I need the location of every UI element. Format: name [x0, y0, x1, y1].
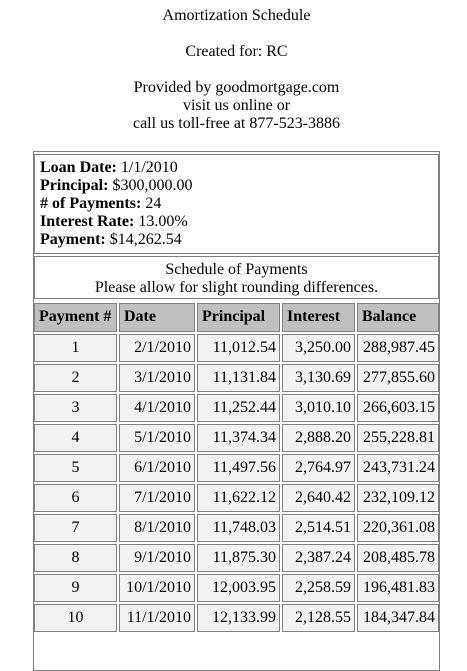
date-cell: 4/1/2010: [119, 394, 195, 422]
principal-cell: 11,875.30: [197, 544, 280, 572]
payments-row: [40, 195, 438, 213]
payment-number-cell: 1: [34, 334, 117, 362]
column-header-balance: Balance: [357, 303, 439, 332]
balance-cell: 266,603.15: [357, 394, 439, 422]
payment-row: [40, 231, 438, 249]
date-cell: 10/1/2010: [119, 574, 195, 602]
principal-cell: 11,497.56: [197, 454, 280, 482]
date-cell: 8/1/2010: [119, 514, 195, 542]
interest-rate-label: Interest Rate:: [40, 213, 135, 230]
payment-number-cell: 10: [34, 604, 117, 632]
date-cell: 6/1/2010: [119, 454, 195, 482]
principal-cell: 12,133.99: [197, 604, 280, 632]
principal-cell: 11,012.54: [197, 334, 280, 362]
loan-summary: [34, 154, 439, 254]
interest-cell: 3,250.00: [282, 334, 355, 362]
interest-cell: 2,888.20: [282, 424, 355, 452]
date-cell: 11/1/2010: [119, 604, 195, 632]
interest-cell: 2,640.42: [282, 484, 355, 512]
payment-number-cell: 7: [34, 514, 117, 542]
interest-cell: 2,128.55: [282, 604, 355, 632]
column-header-payment-number: Payment #: [34, 303, 117, 332]
payment-number-cell: 8: [34, 544, 117, 572]
balance-cell: 243,731.24: [357, 454, 439, 482]
interest-cell: 2,514.51: [282, 514, 355, 542]
loan-date-label: Loan Date:: [40, 159, 117, 176]
date-cell: 7/1/2010: [119, 484, 195, 512]
payment-number-cell: 5: [34, 454, 117, 482]
call-text: call us toll-free at 877-523-3886: [132, 115, 341, 132]
balance-cell: 255,228.81: [357, 424, 439, 452]
interest-cell: 3,130.69: [282, 364, 355, 392]
payments-value: 24: [141, 195, 162, 212]
principal-cell: 11,374.34: [197, 424, 280, 452]
loan-date-value: 1/1/2010: [116, 159, 178, 176]
column-header-principal: Principal: [197, 303, 280, 332]
principal-label: Principal:: [40, 177, 109, 194]
balance-cell: 277,855.60: [357, 364, 439, 392]
date-cell: 2/1/2010: [119, 334, 195, 362]
interest-cell: 3,010.10: [282, 394, 355, 422]
loan-date-row: [40, 159, 438, 177]
balance-cell: 208,485.78: [357, 544, 439, 572]
principal-cell: 11,622.12: [197, 484, 280, 512]
created-for: Created for: RC: [185, 43, 288, 60]
schedule-title: Schedule of Payments: [165, 261, 308, 278]
page-title: Amortization Schedule: [162, 7, 311, 24]
interest-cell: 2,387.24: [282, 544, 355, 572]
principal-value: $300,000.00: [108, 177, 193, 194]
payment-number-cell: 9: [34, 574, 117, 602]
principal-cell: 11,748.03: [197, 514, 280, 542]
balance-cell: 288,987.45: [357, 334, 439, 362]
principal-cell: 11,252.44: [197, 394, 280, 422]
column-header-date: Date: [119, 303, 195, 332]
payments-label: # of Payments:: [40, 195, 142, 212]
balance-cell: 232,109.12: [357, 484, 439, 512]
interest-cell: 2,258.59: [282, 574, 355, 602]
date-cell: 3/1/2010: [119, 364, 195, 392]
column-header-interest: Interest: [282, 303, 355, 332]
balance-cell: 220,361.08: [357, 514, 439, 542]
schedule-note: Please allow for slight rounding differences.: [94, 279, 379, 296]
payment-number-cell: 4: [34, 424, 117, 452]
payment-number-cell: 3: [34, 394, 117, 422]
principal-cell: 12,003.95: [197, 574, 280, 602]
principal-cell: 11,131.84: [197, 364, 280, 392]
payment-number-cell: 2: [34, 364, 117, 392]
interest-rate-row: [40, 213, 438, 231]
payment-value: $14,262.54: [105, 231, 182, 248]
payment-number-cell: 6: [34, 484, 117, 512]
schedule-heading: [34, 256, 439, 299]
principal-row: [40, 177, 438, 195]
provided-by: Provided by goodmortgage.com: [133, 79, 340, 96]
interest-rate-value: 13.00%: [134, 213, 188, 230]
visit-text: visit us online or: [182, 97, 291, 114]
balance-cell: 196,481.83: [357, 574, 439, 602]
balance-cell: 184,347.84: [357, 604, 439, 632]
interest-cell: 2,764.97: [282, 454, 355, 482]
payment-label: Payment:: [40, 231, 106, 248]
date-cell: 9/1/2010: [119, 544, 195, 572]
date-cell: 5/1/2010: [119, 424, 195, 452]
